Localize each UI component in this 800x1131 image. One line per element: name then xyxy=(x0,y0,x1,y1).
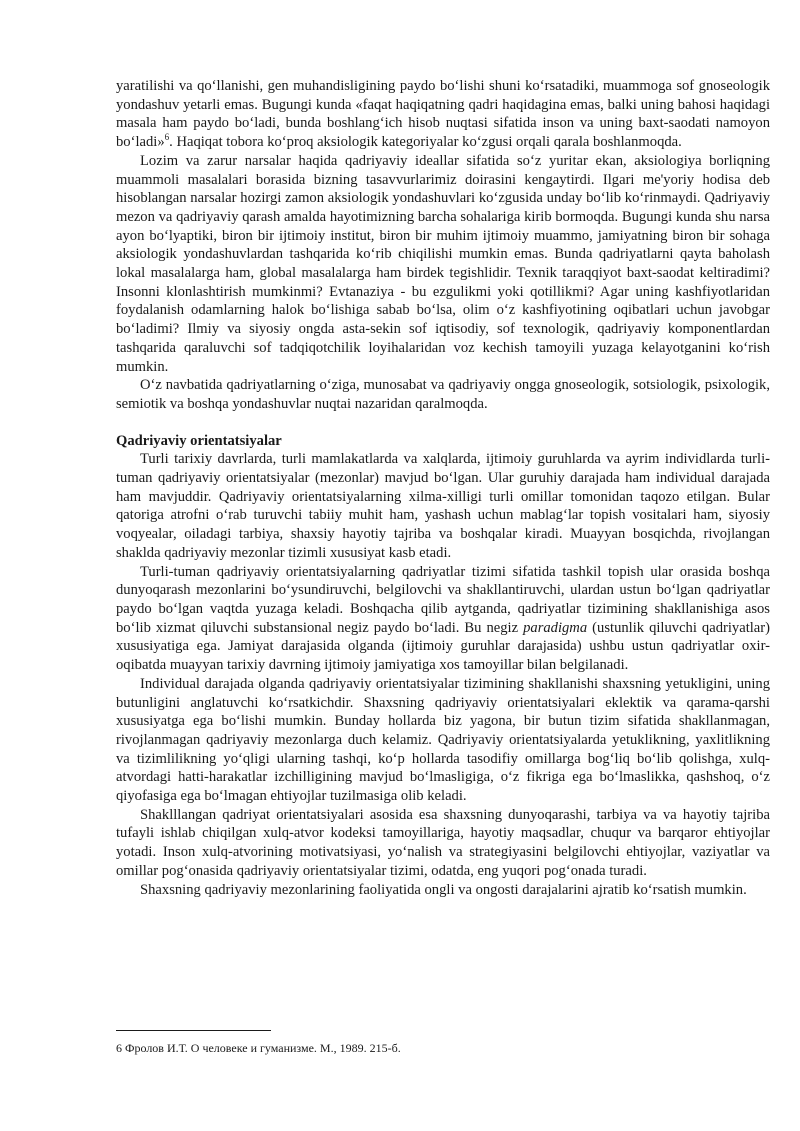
section-gap xyxy=(116,414,770,432)
paragraph-4: Turli tarixiy davrlarda, turli mamlakatlarda va xalqlarda, ijtimoiy guruhlarda va ayrim individlarda turli-tuman qadriyaviy orientatsiyalar (mezonlar) mavjud bo‘lgan. Ular guruhiy darajada ham individual darajada ham mavjuddir. Qadriyaviy orientatsiyalarning xilma-xilligi turli omillar tomonidan taqozo etilgan. Bular qatoriga atrofni o‘rab turuvchi tabiiy muhit ham, yashash uchun mablag‘lar topish vositalari ham, siyosiy voqyealar, oiladagi tarbiya, shaxsiy hayotiy tajriba va boshqalar kiradi. Muayyan bosqichda, rivojlangan shaklda qadriyaviy mezonlar tizimli xususiyat kasb etadi. xyxy=(116,451,770,561)
section-heading: Qadriyaviy orientatsiyalar xyxy=(116,432,282,449)
document-body xyxy=(116,77,770,899)
paragraph-6: Individual darajada olganda qadriyaviy orientatsiyalar tizimining shakllanishi shaxsning yetukligini, uning butunligini anglatuvchi ko‘rsatkichdir. Shaxsning qadriyaviy orientatsiyalari eklektik va qarama-qarshi xususiyatga ega bo‘lishi mumkin. Bunday hollarda biz yagona, bir butun tizim sifatida shakllanmagan, rivojlanmagan qadriyaviy mezonlarga duch kelamiz. Qadriyaviy orientatsiyalarda yetuklikning, yaxlitlikning va tizimlilikning yo‘qligi ularning tashqi, ko‘p hollarda tasodifiy omillarga bog‘liq bo‘lib qolishga, xulq-atvordagi hatti-harakatlar izchilligining mavjud bo‘lmasligiga, o‘z fikriga ega bo‘lmaslikka, qashshoq, o‘z qiyofasiga ega bo‘lmagan ehtiyojlar tuzilmasiga olib keladi. xyxy=(116,675,770,805)
footnote-divider xyxy=(116,1030,271,1031)
paragraph-5 xyxy=(116,563,770,675)
paragraph-2: Lozim va zarur narsalar haqida qadriyaviy ideallar sifatida so‘z yuritar ekan, aksiologiya borliqning muammoli masalalari borasida bizning tasavvurlarimiz doirasini kengaytirdi. Ilgari me'yoriy hodisa deb hisoblangan narsalar hozirgi zamon aksiologik yondashuvlari ko‘zgusida unday bo‘lib ko‘rinmaydi. Qadriyaviy mezon va qadriyaviy qarash amalda hayotimizning barcha sohalariga kirib bormoqda. Bugungi kunda shu narsa ayon bo‘lyaptiki, biron bir ijtimoiy institut, biron bir muhim ijtimoiy muammo, jamiyatning biron bir sohaga aksiologik yondashuvlardan tashqarida ko‘rib chiqilishi mumkin emas. Bunda qadriyatlarni qayta baholash lokal masalalarga ham, global masalalarga ham birdek tegishlidir. Texnik taraqqiyot baxt-saodat keltiradimi? Insonni klonlashtirish mumkinmi? Evtanaziya - bu ezgulikmi yoki qotillikmi? Agar uning kashfiyotlaridan foydalanish odamlarning halok bo‘lishiga sabab bo‘lsa, olim o‘z kashfiyotining oqibatlari uchun javobgar bo‘ladimi? Ilmiy va siyosiy ongda asta-sekin sof iqtisodiy, sof texnologik, qadriyaviy komponentlardan tashqarida qaraluvchi sof tadqiqotchilik loyihalaridan voz kechish tamoyili yuzaga kelayotganini ko‘rish mumkin. xyxy=(116,152,770,375)
footnote xyxy=(116,1040,770,1056)
paragraph-1-text-a: yaratilishi va qo‘llanishi, gen muhandisligining paydo bo‘lishi shuni ko‘rsatadiki, muammoga sof gnoseologik yondashuv yetarli emas. Bugungi kunda «faqat haqiqatning qadri haqidagina emas, balki uning bahosi haqidagi masala ham paydo bo‘ladi, bunda boshlang‘ich hisob nuqtasi sifatida inson va uning baxt-saodati namoyon bo‘ladi» xyxy=(116,78,770,151)
paragraph-8: Shaxsning qadriyaviy mezonlarining faoliyatida ongli va ongosti darajalarini ajratib ko‘rsatish mumkin. xyxy=(140,881,747,898)
paragraph-7: Shaklllangan qadriyat orientatsiyalari asosida esa shaxsning dunyoqarashi, tarbiya va va hayotiy tajriba tufayli ishlab chiqilgan xulq-atvor kodeksi tamoyillariga, hayotiy maqsadlar, chuqur va barqaror ehtiyojlar yotadi. Inson xulq-atvorining motivatsiyasi, yo‘nalish va strategiyasini belgilovchi ehtiyojlar, vaziyatlar va omillar pog‘onasida qadriyaviy orientatsiyalar tizimi, odatda, eng yuqori pog‘onada turadi. xyxy=(116,806,770,879)
paragraph-1-text-b: . Haqiqat tobora ko‘proq aksiologik kategoriyalar ko‘zgusi orqali qarala boshlanmoqda. xyxy=(169,134,682,151)
paragraph-5-italic-term: paradigma xyxy=(523,619,588,636)
paragraph-1 xyxy=(116,77,770,152)
footnote-text: Фролов И.Т. О человеке и гуманизме. М., 1989. 215-б. xyxy=(122,1041,401,1055)
footnote-number: 6 xyxy=(116,1041,122,1055)
paragraph-5-text-b: (ustunlik qiluvchi qadriyatlar) xususiyatiga ega. Jamiyat darajasida olganda (ijtimoiy guruhlar darajasida) ushbu ustun qadriyatlar oxir-oqibatda muayyan tarixiy davrning ijtimoiy jamiyatiga xos tamoyillar bilan belgilanadi. xyxy=(116,619,770,674)
paragraph-3: O‘z navbatida qadriyatlarning o‘ziga, munosabat va qadriyaviy ongga gnoseologik, sotsiologik, psixologik, semiotik va boshqa yondashuvlar nuqtai nazaridan qaralmoqda. xyxy=(116,377,770,412)
paragraph-5-text-a: Turli-tuman qadriyaviy orientatsiyalarning qadriyatlar tizimi sifatida tashkil topish ular orasida boshqa dunyoqarash mezonlarini bo‘ysundiruvchi, belgilovchi va shakllantiruvchi, ulardan ustun bo‘lgan qadriyatlar paydo bo‘lgan vaqtda yuzaga keladi. Boshqacha qilib aytganda, qadriyatlar tizimining shakllanishiga asos bo‘lib xizmat qiluvchi substansional negiz paydo bo‘ladi. Bu negiz xyxy=(116,563,770,636)
footnote-reference[interactable]: 6 xyxy=(164,132,170,143)
